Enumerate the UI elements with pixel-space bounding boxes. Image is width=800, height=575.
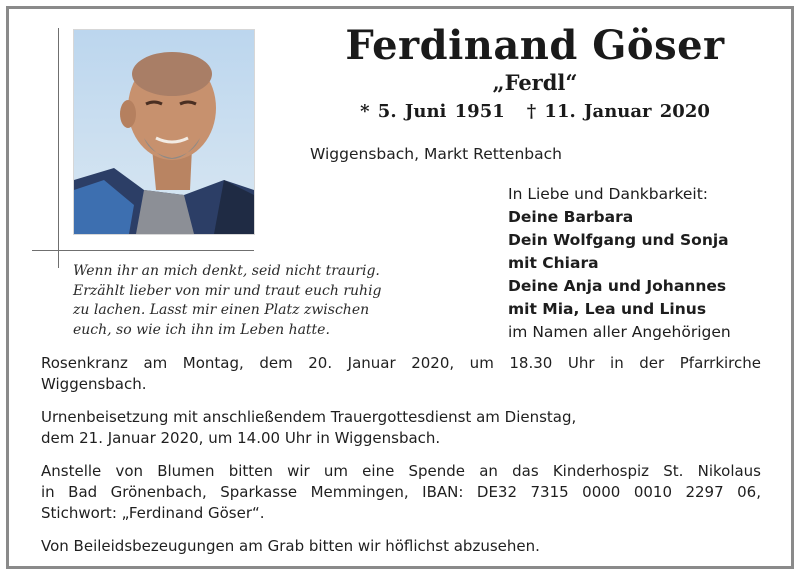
life-dates [300, 101, 770, 122]
poem-line: Wenn ihr an mich denkt, seid nicht traurig. [73, 263, 380, 279]
urn-notice [41, 407, 761, 449]
donation-notice [41, 461, 761, 524]
funeral-notices [41, 353, 761, 569]
poem-line: euch, so wie ich ihn im Leben hatte. [73, 321, 330, 338]
donation-line: Stichwort: „Ferdinand Göser“. [41, 504, 265, 522]
cross-vertical-line [58, 28, 59, 268]
poem-line: zu lachen. Lasst mir einen Platz zwischen [73, 302, 370, 318]
donation-line: in Bad Grönenbach, Sparkasse Memmingen, IBAN: DE32 7315 0000 0010 2297 06, [41, 483, 761, 501]
memorial-poem [73, 262, 433, 340]
mourner-name: Dein Wolfgang und Sonja [508, 231, 729, 249]
rosary-line: Rosenkranz am Montag, dem 20. Januar 2020, um 18.30 Uhr in der Pfarrkirche [41, 354, 761, 372]
rosary-line: Wiggensbach. [41, 375, 147, 393]
mourner-name: Deine Barbara [508, 208, 634, 226]
portrait-photo [74, 30, 254, 234]
mourners-closing: im Namen aller Angehörigen [508, 323, 731, 341]
urn-line: dem 21. Januar 2020, um 14.00 Uhr in Wiggensbach. [41, 429, 441, 447]
deceased-name: Ferdinand Göser [345, 22, 725, 69]
condolence-notice: Von Beileidsbezeugungen am Grab bitten wir höflichst abzusehen. [41, 537, 540, 555]
mourners-intro: In Liebe und Dankbarkeit: [508, 185, 709, 203]
poem-line: Erzählt lieber von mir und traut euch ruhig [73, 282, 382, 299]
cross-horizontal-line [32, 250, 254, 251]
mourner-name: mit Chiara [508, 254, 599, 272]
nickname: „Ferdl“ [492, 70, 578, 95]
urn-line: Urnenbeisetzung mit anschließendem Trauergottesdienst am Dienstag, [41, 408, 577, 426]
death-date: † 11. Januar 2020 [526, 101, 710, 122]
residence-place: Wiggensbach, Markt Rettenbach [310, 145, 562, 163]
mourners-block [508, 183, 731, 344]
rosary-notice [41, 353, 761, 395]
donation-line: Anstelle von Blumen bitten wir um eine Spende an das Kinderhospiz St. Nikolaus [41, 462, 761, 480]
birth-date: * 5. Juni 1951 [360, 101, 505, 122]
mourner-name: Deine Anja und Johannes [508, 277, 727, 295]
mourner-name: mit Mia, Lea und Linus [508, 300, 707, 318]
